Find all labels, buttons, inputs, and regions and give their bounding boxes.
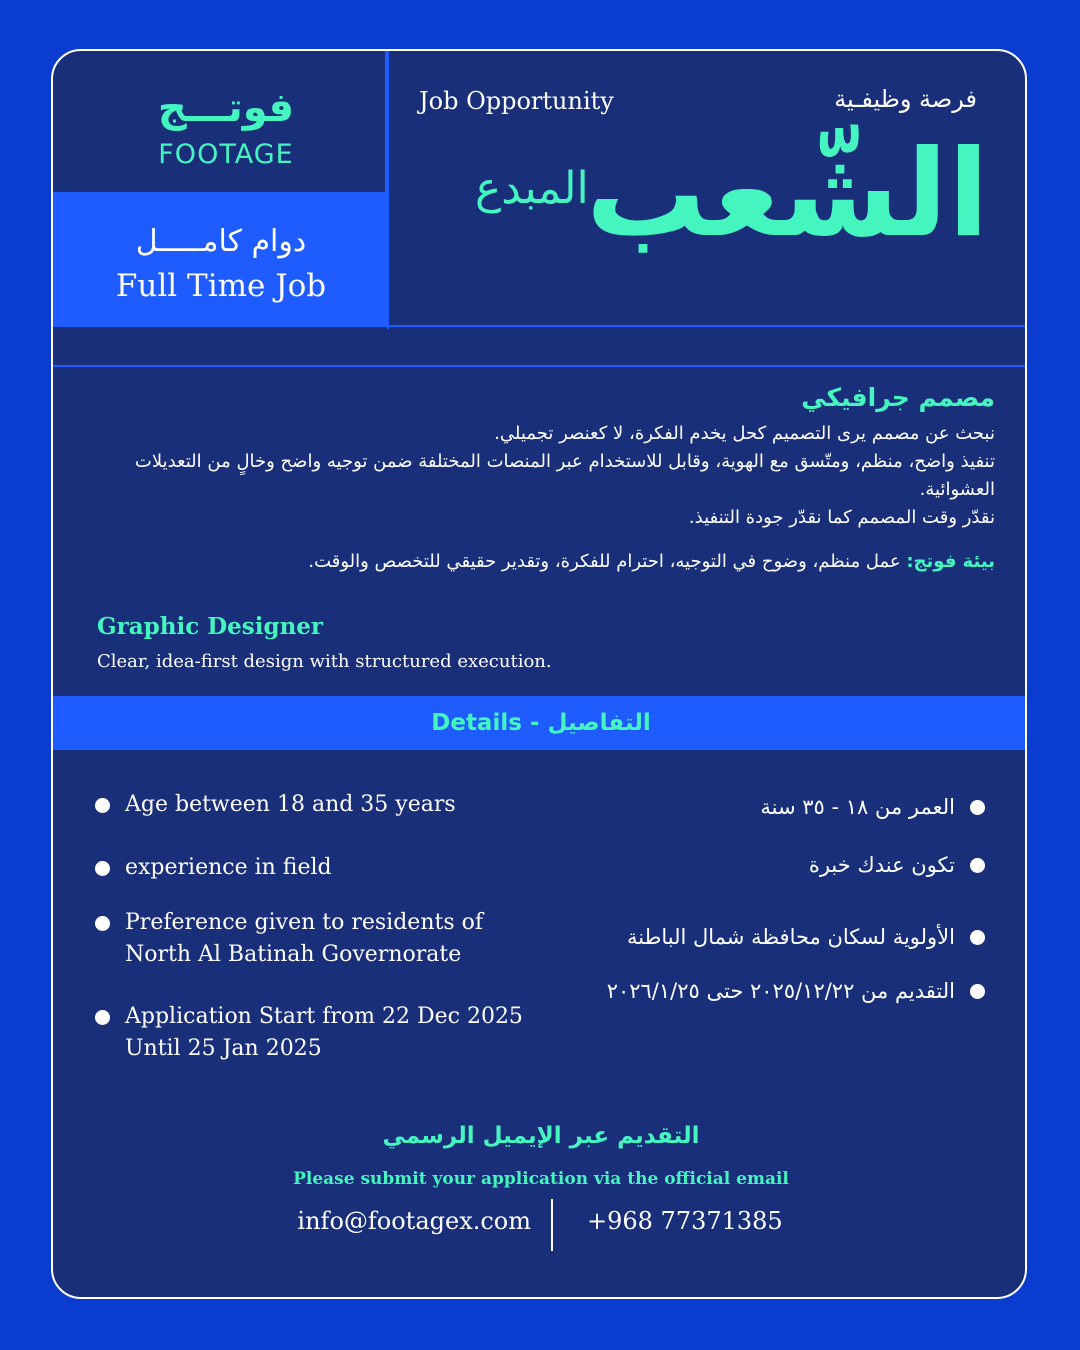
bullet-icon [95,798,110,813]
hero-calligraphy-main: الشّعب [585,125,989,264]
bullet-icon [95,861,110,876]
list-item: تكون عندك خبرة [545,849,985,881]
list-item: العمر من ١٨ - ٣٥ سنة [545,791,985,823]
bullet-icon [970,800,985,815]
list-item: Preference given to residents of North Al Batinah Governorate [95,907,545,971]
role-description-arabic [93,383,995,576]
apply-heading-arabic: التقديم عبر الإيميل الرسمي [382,1123,700,1149]
header-divider-horizontal [389,325,1027,327]
full-time-badge [53,194,389,327]
role-body-line-2: تنفيذ واضح، منظم، ومتّسق مع الهوية، وقابل للاستخدام عبر المنصات المختلفة ضمن توجيه واضح وخالٍ من التعديلات العشوائية. [134,451,995,500]
full-time-arabic: دوام كامـــــل [135,224,307,259]
bullet-icon [95,916,110,931]
contact-email[interactable]: info@footagex.com [297,1207,531,1235]
role-title-english: Graphic Designer [97,613,324,640]
logo-arabic: فوتـــج [157,85,295,131]
list-item: الأولوية لسكان محافظة شمال الباطنة [545,921,985,953]
role-body-line-1: نبحث عن مصمم يرى التصميم كحل يخدم الفكرة، لا كعنصر تجميلي. [494,423,995,444]
contact-phone[interactable]: +968 77371385 [587,1207,783,1235]
details-list-english [95,789,545,1065]
list-item: Age between 18 and 35 years [95,789,545,821]
bullet-icon [970,930,985,945]
contact-divider [551,1199,553,1251]
apply-heading-english: Please submit your application via the official email [293,1169,789,1189]
role-title-arabic: مصمم جرافيكي [801,383,995,412]
section-divider [53,365,1027,367]
bullet-icon [970,984,985,999]
work-environment-text: عمل منظم، وضوح في التوجيه، احترام للفكرة، وتقدير حقيقي للتخصص والوقت. [308,551,901,572]
job-opportunity-english: Job Opportunity [419,87,614,115]
bullet-icon [95,1010,110,1025]
job-opportunity-arabic: فرصة وظيفـية [834,85,977,113]
work-environment [93,548,995,576]
list-item: التقديم من ٢٠٢٥/١٢/٢٢ حتى ٢٠٢٦/١/٢٥ [545,975,985,1007]
job-card [51,49,1027,1299]
hero-calligraphy-sub: المبدع [475,163,589,214]
details-list-arabic [545,791,985,1007]
full-time-english: Full Time Job [115,268,327,304]
header-divider-vertical [387,51,389,329]
list-item: Application Start from 22 Dec 2025 Until 25 Jan 2025 [95,1001,545,1065]
details-heading: Details - التفاصيل [53,696,1027,750]
work-environment-label: بيئة فوتج: [906,551,995,572]
role-body-line-3: نقدّر وقت المصمم كما نقدّر جودة التنفيذ. [688,507,995,528]
logo-english: FOOTAGE [158,139,294,170]
list-item: experience in field [95,852,545,884]
role-subtitle-english: Clear, idea-first design with structured execution. [97,651,552,672]
bullet-icon [970,858,985,873]
